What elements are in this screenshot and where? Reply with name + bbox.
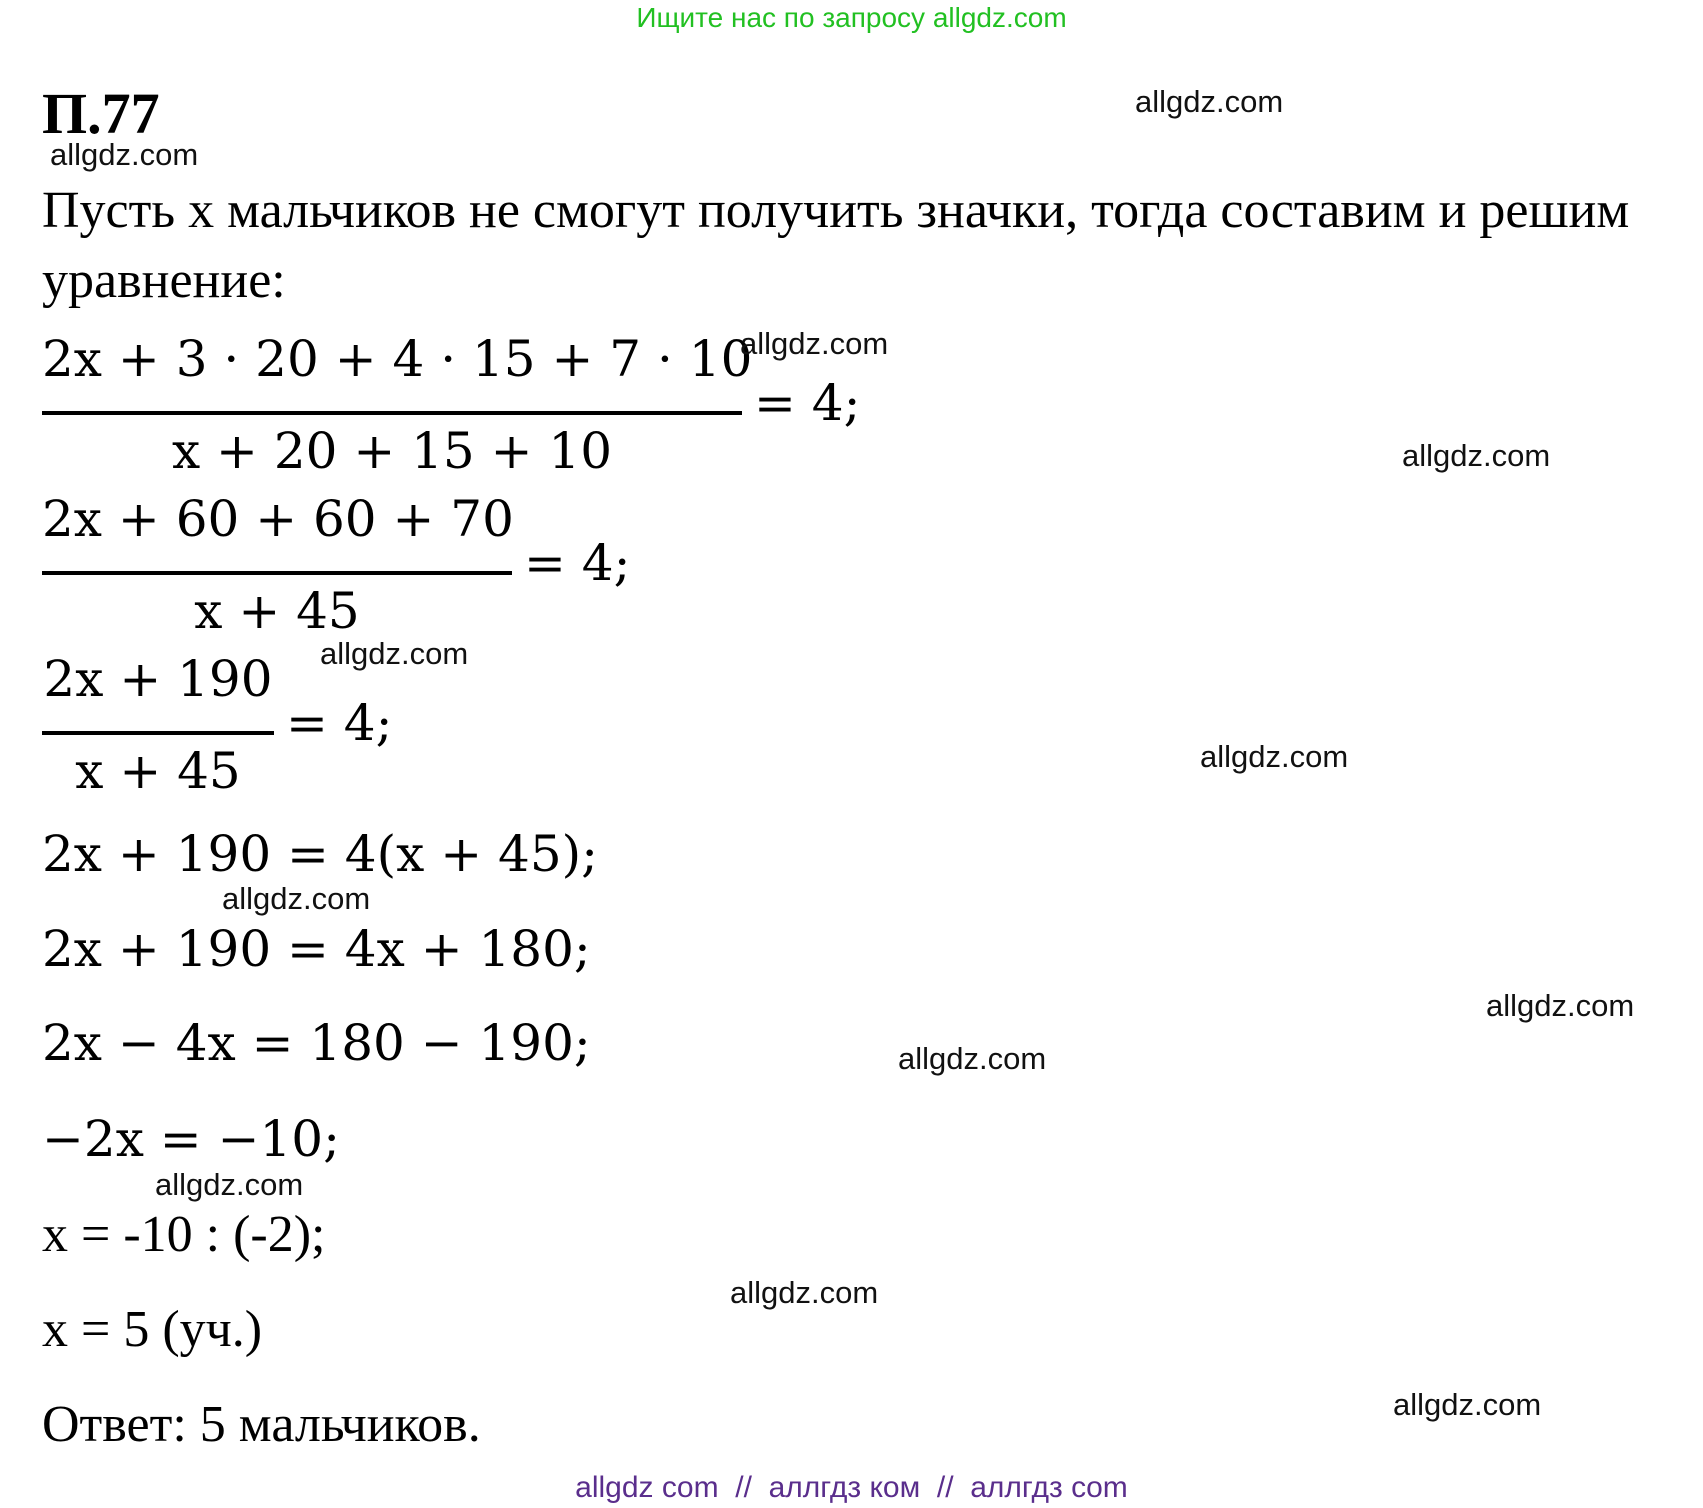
fraction-denominator: x + 45 — [75, 742, 241, 800]
watermark: allgdz.com — [50, 137, 199, 172]
equation-step-8: x = -10 : (-2); — [42, 1206, 326, 1263]
watermark: allgdz.com — [1135, 84, 1284, 119]
watermark: allgdz.com — [222, 881, 371, 916]
equation-step-4: 2x + 190 = 4(x + 45); — [42, 825, 598, 883]
fraction-bar — [42, 411, 742, 415]
fraction-bar — [42, 731, 274, 735]
bottom-banner: allgdz com // аллгдз ком // аллгдз com — [575, 1471, 1128, 1504]
equation-rhs: = 4; — [286, 694, 393, 752]
fraction-numerator: 2x + 60 + 60 + 70 — [42, 490, 514, 548]
equation-step-9: x = 5 (уч.) — [42, 1301, 263, 1358]
equation-step-5: 2x + 190 = 4x + 180; — [42, 920, 591, 978]
equation-rhs: = 4; — [524, 534, 631, 592]
watermark: allgdz.com — [1402, 438, 1551, 473]
task-title: П.77 — [42, 81, 160, 146]
equation-step-7: −2x = −10; — [42, 1110, 340, 1168]
watermark: allgdz.com — [730, 1275, 879, 1310]
equation-step-6: 2x − 4x = 180 − 190; — [42, 1014, 591, 1072]
intro-text: Пусть x мальчиков не смогут получить значки, тогда составим и решим уравнение: — [42, 182, 1630, 309]
watermark: allgdz.com — [320, 636, 469, 671]
fraction-denominator: x + 45 — [194, 582, 360, 640]
answer-text: Ответ: 5 мальчиков. — [42, 1396, 481, 1453]
watermark: allgdz.com — [155, 1167, 304, 1202]
watermark: allgdz.com — [740, 326, 889, 361]
watermark: allgdz.com — [1200, 739, 1349, 774]
watermark: allgdz.com — [1486, 988, 1635, 1023]
fraction-denominator: x + 20 + 15 + 10 — [171, 422, 613, 480]
top-banner: Ищите нас по запросу allgdz.com — [636, 2, 1067, 33]
fraction-numerator: 2x + 3 · 20 + 4 · 15 + 7 · 10 — [42, 330, 753, 388]
watermark: allgdz.com — [898, 1041, 1047, 1076]
watermark: allgdz.com — [1393, 1387, 1542, 1422]
fraction-numerator: 2x + 190 — [43, 650, 273, 708]
fraction-bar — [42, 571, 512, 575]
equation-rhs: = 4; — [754, 374, 861, 432]
